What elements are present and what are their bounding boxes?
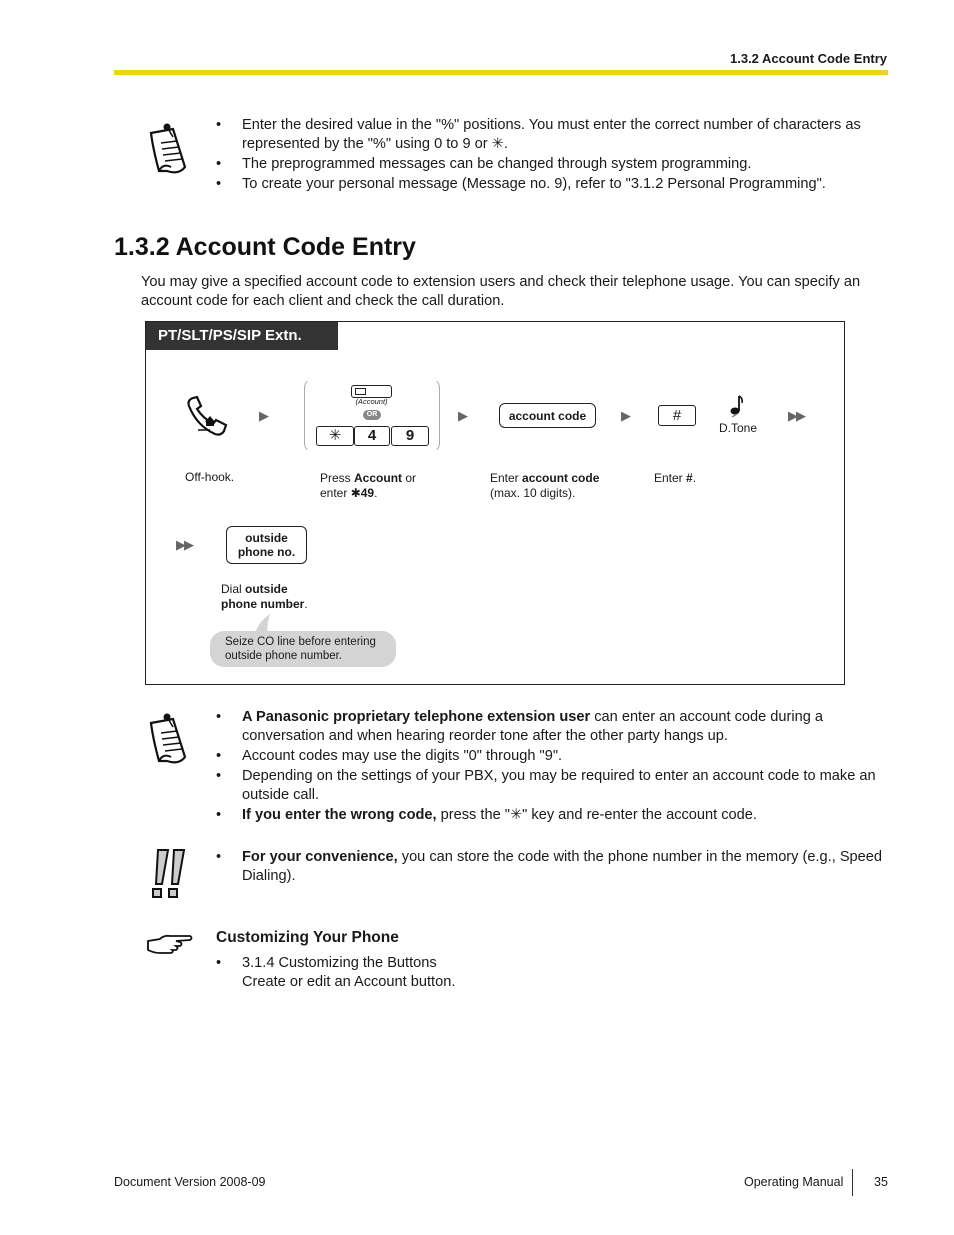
hint-text: Seize CO line before entering [225, 636, 376, 648]
step-text-bold: ✱49 [350, 486, 375, 500]
step-text: . [692, 471, 697, 485]
footer-divider [852, 1169, 853, 1196]
header-rule [114, 70, 888, 75]
handset-icon [183, 394, 233, 438]
running-header: 1.3.2 Account Code Entry [730, 51, 887, 66]
note1-item: • Enter the desired value in the "%" positions. You must enter the correct number of characters as represented by the "%" using 0 to 9 or ✳. [214, 116, 894, 154]
step-text: or [402, 471, 417, 485]
customizing-title: Customizing Your Phone [216, 929, 399, 946]
step-arrow-icon: ▶ [621, 408, 631, 423]
step-text: Dial [221, 582, 246, 596]
note2-item [214, 806, 894, 825]
note-icon [143, 119, 197, 179]
note-text: can enter an account code during a conversation and when hearing reorder tone after the other party hangs up. [242, 709, 824, 744]
note2-item [214, 708, 894, 746]
step-text: Enter [654, 471, 687, 485]
extension-type-tab: PT/SLT/PS/SIP Extn. [146, 322, 338, 350]
hint-text: outside phone number. [225, 650, 343, 662]
hash-key: # [658, 405, 696, 426]
step-arrow-icon: ▶ [458, 408, 468, 423]
manual-name: Operating Manual [744, 1175, 844, 1189]
step-arrow-icon: ▶ [259, 408, 269, 423]
section-intro: You may give a specified account code to extension users and check their telephone usage. You can specify an account code for each client and check the call duration. [141, 274, 861, 309]
step-text-bold: outside [245, 582, 288, 596]
page-number: 35 [874, 1175, 888, 1189]
star-symbol: ✳ [509, 807, 523, 823]
button-led-icon [355, 388, 366, 395]
key-text: outside [245, 531, 288, 545]
step-label-offhook: Off-hook. [185, 470, 235, 484]
note-icon [143, 709, 197, 769]
note-text-bold: A Panasonic proprietary telephone extension user [242, 709, 591, 725]
pointing-hand-icon [146, 931, 194, 955]
step-text-bold: account code [522, 471, 600, 485]
step-text: . [374, 486, 378, 500]
note2-item: • Account codes may use the digits "0" through "9". [214, 747, 894, 766]
convenience-item [214, 848, 894, 886]
note1-item: • To create your personal message (Message no. 9), refer to "3.1.2 Personal Programming". [214, 175, 894, 194]
customizing-list [214, 954, 894, 993]
or-badge: OR [363, 410, 381, 420]
step-text-bold: phone number [221, 597, 305, 611]
step-label-dial-outside [221, 582, 308, 612]
digit-key-4: 4 [354, 426, 390, 446]
document-version: Document Version 2008-09 [114, 1175, 266, 1189]
dtone-label: D.Tone [719, 421, 758, 435]
section-title: 1.3.2 Account Code Entry [114, 233, 416, 261]
star-key: ✳ [316, 426, 354, 446]
note-text: press the " [436, 807, 510, 823]
customizing-item [214, 954, 894, 992]
account-code-key: account code [499, 403, 596, 428]
step-text: (max. 10 digits). [490, 486, 576, 500]
step-text-bold: # [686, 471, 693, 485]
step-text: enter [320, 486, 351, 500]
account-button-caption: (Account) [355, 397, 388, 406]
customizing-desc: Create or edit an Account button. [242, 974, 456, 990]
note-text-bold: If you enter the wrong code, [242, 807, 437, 823]
note2-item: • Depending on the settings of your PBX, you may be required to enter an account code to make an outside call. [214, 767, 894, 805]
note1-list [214, 116, 894, 195]
step-text-bold: Account [354, 471, 403, 485]
note1-item: • The preprogrammed messages can be changed through system programming. [214, 155, 894, 174]
note-text-bold: For your convenience, [242, 849, 398, 865]
outside-phone-no-key [226, 526, 307, 564]
note-text: " key and re-enter the account code. [522, 807, 757, 823]
hint-bubble [210, 631, 396, 667]
step-label-press-account [320, 471, 416, 501]
step-label-enter-hash [654, 471, 696, 486]
key-text: phone no. [237, 545, 296, 559]
attention-icon [144, 848, 192, 900]
note2-list [214, 708, 894, 826]
note-text: you can store the code with the phone number in the memory (e.g., Speed Dialing). [242, 849, 883, 884]
continue-arrow-icon: ▶▶ [176, 537, 192, 552]
step-text: Enter [490, 471, 523, 485]
step-text: Press [320, 471, 355, 485]
step-label-enter-code [490, 471, 599, 501]
continue-arrow-icon: ▶▶ [788, 408, 804, 423]
digit-key-9: 9 [391, 426, 429, 446]
customizing-ref-link[interactable]: 3.1.4 Customizing the Buttons [242, 955, 437, 971]
convenience-list [214, 848, 894, 887]
step-text: . [304, 597, 308, 611]
tone-note-icon [728, 394, 746, 418]
